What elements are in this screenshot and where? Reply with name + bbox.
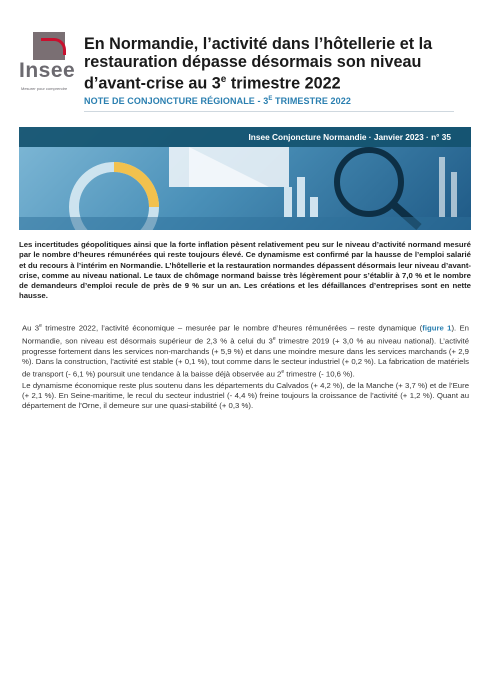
logo-tagline: Mesurer pour comprendre [21,86,68,91]
page-title: En Normandie, l’activité dans l’hôtellerie et la restauration dépasse désormais son niveau d’avant-crise au 3e trimestre 2022 [84,35,433,93]
figure-1-link[interactable]: figure 1 [422,323,452,333]
publication-reference: Insee Conjoncture Normandie · Janvier 2023 · n° 35 [248,132,451,142]
body-paragraph-2: Le dynamisme économique reste plus soutenu dans les départements du Calvados (+ 4,2 %), de la Manche (+ 3,7 %) et de l’Eure (+ 2,1 %). En Seine-maritime, le recul du secteur industriel (- 4,4 %) freine toujours la croissance de l’activité (+ 1,2 %). Quant au département de l’Orne, il demeure sur une quasi-stabilité (+ 0,3 %). [22,381,469,411]
publication-subtitle: NOTE DE CONJONCTURE RÉGIONALE - $3^E$ TRIMESTRE 2022 [84,96,351,106]
insee-logo [19,32,75,96]
subtitle-divider [84,111,454,112]
logo-name: Insee [19,59,76,82]
body-paragraph-1: Au 3e trimestre 2022, l’activité économique – mesurée par le nombre d’heures rémunérées – reste dynamique (figure 1). En Normandie, son niveau est désormais supérieur de 2,3 % à celui du 3e trimestre 2019 (+ 3,0 % au niveau national). L’activité progresse fortement dans les services non-marchands (+ 5,9 %) et dans une moindre mesure dans les services marchands (+ 2,9 %). Dans la construction, l’activité est stable (+ 0,1 %), tout comme dans le secteur industriel (+ 0,2 %). La fabrication de matériels de transport (- 6,1 %) poursuit une tendance à la baisse déjà observée au 2e trimestre (- 10,6 %). [22,323,469,379]
cover-banner [19,127,471,230]
insee-logo-mark [33,32,65,60]
intro-summary: Les incertitudes géopolitiques ainsi que la forte inflation pèsent relativement peu sur le niveau d’activité normand mesuré par le nombre d’heures rémunérées qui reste toujours élevé. Ce dynamisme est confirmé par la hausse de l’emploi salarié et du recours à l’intérim en Normandie. L’hôtellerie et la restauration normandes dépassent désormais leur niveau d’avant-crise, comme au niveau national. Le taux de chômage normand baisse très légèrement pour s’établir à 7,0 % et le nombre de demandeurs d’emploi recule de près de 9 % sur un an. Les créations et les défaillances d’entreprises sont en nette hausse. [19,240,471,301]
